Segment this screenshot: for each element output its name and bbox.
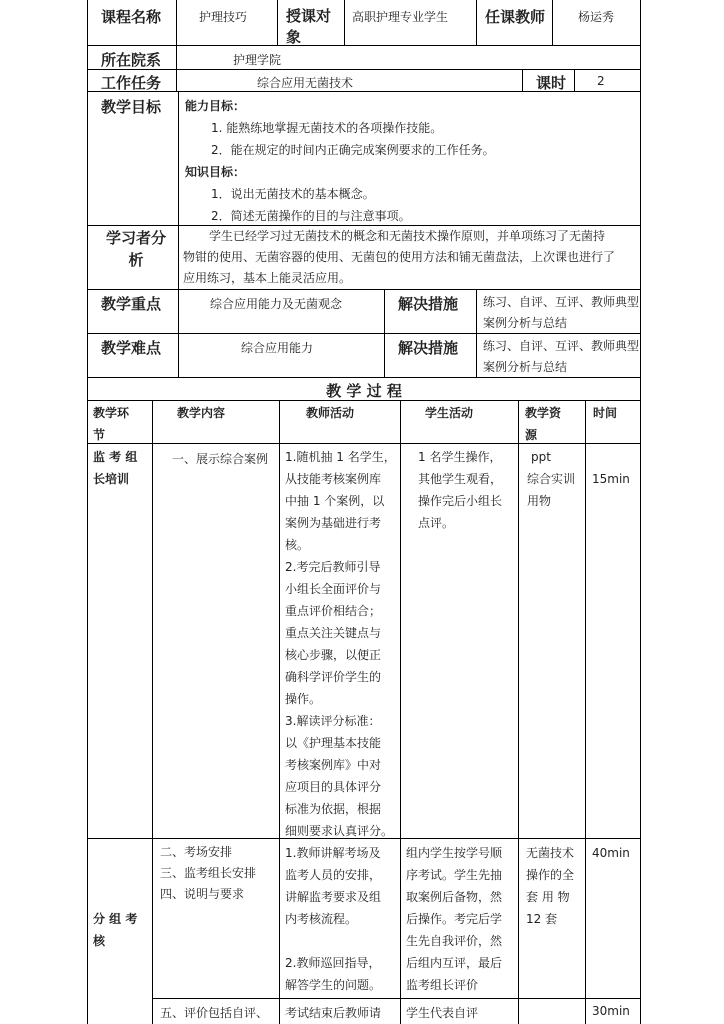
task-label: 工作任务 <box>101 74 162 92</box>
row1-teacher-line: 细则要求认真评分。 <box>285 824 394 838</box>
row2-teacher-line: 监考人员的安排， <box>285 868 382 882</box>
hours-label: 课时 <box>536 74 567 92</box>
row1-teacher-line: 以《护理基本技能 <box>285 736 382 750</box>
row2-student-line: 生先自我评价，然 <box>406 934 503 948</box>
row1-student-line: 操作完后小组长 <box>418 494 503 508</box>
row2-teacher-line: 内考核流程。 <box>285 912 358 926</box>
row1-stage-line: 长培训 <box>93 472 130 486</box>
col-resource <box>525 402 561 446</box>
learner-label <box>97 227 175 271</box>
row1-teacher-line: 确科学评价学生的 <box>285 670 382 684</box>
process-title: 教 学 过 程 <box>326 382 402 400</box>
task-value: 综合应用无菌技术 <box>257 76 354 90</box>
hours-value: 2 <box>597 74 605 88</box>
border-right <box>640 0 641 1024</box>
row1-teacher-line: 2.考完后教师引导 <box>285 560 381 574</box>
row1-teacher-line: 操作。 <box>285 692 322 706</box>
vline <box>178 91 179 377</box>
row2-time: 40min <box>592 846 630 860</box>
row2-teacher-line: 讲解监考要求及组 <box>285 890 382 904</box>
difficulty-measure <box>483 336 639 378</box>
row1-student-line: 其他学生观看， <box>418 472 503 486</box>
row1-teacher-line: 中抽 1 个案例，以 <box>285 494 385 508</box>
row1-teacher-line: 从技能考核案例库 <box>285 472 382 486</box>
knowledge-item: 1．说出无菌技术的基本概念。 <box>211 187 375 201</box>
teacher-value: 杨运秀 <box>578 10 615 24</box>
col-teacher: 教师活动 <box>306 406 355 420</box>
vline <box>476 0 477 45</box>
knowledge-title: 知识目标： <box>185 165 246 179</box>
col-stage-line: 节 <box>93 428 106 442</box>
vline <box>344 0 345 45</box>
row1-teacher-line: 考核案例库》中对 <box>285 758 382 772</box>
row1-teacher-line: 1.随机抽 1 名学生， <box>285 450 396 464</box>
row2-student-line: 取案例后备物，然 <box>406 890 503 904</box>
vline <box>384 289 385 377</box>
row1-teacher-line: 标准为依据，根据 <box>285 802 382 816</box>
key-value: 综合应用能力及无菌观念 <box>210 297 343 311</box>
learner-text <box>183 226 638 289</box>
row2-resource <box>526 842 584 930</box>
row2-content <box>160 842 256 905</box>
vline <box>518 400 519 1024</box>
vline <box>552 0 553 45</box>
goals-content <box>185 95 635 227</box>
row2-resource-line: 套 用 物 <box>526 890 570 904</box>
row2-teacher <box>285 842 400 996</box>
vline <box>152 400 153 1024</box>
learner-label-line: 析 <box>128 251 144 269</box>
difficulty-measure-line: 练习、自评、互评、教师典型 <box>483 339 640 353</box>
row3-time: 30min <box>592 1004 630 1018</box>
hline <box>87 289 641 290</box>
row2-resource-line: 12 套 <box>526 912 558 926</box>
hline <box>87 45 641 46</box>
vline <box>279 400 280 1024</box>
col-student: 学生活动 <box>425 406 474 420</box>
vline <box>400 400 401 1024</box>
key-label: 教学重点 <box>101 295 162 313</box>
row2-student-line: 后组内互评，最后 <box>406 956 503 970</box>
row1-teacher <box>285 446 400 842</box>
audience-label: 授课对象 <box>286 7 332 46</box>
vline <box>277 0 278 45</box>
row3-content: 五、评价包括自评、 <box>160 1006 269 1020</box>
row2-content-line: 二、考场安排 <box>160 845 233 859</box>
col-resource-line: 教学资 <box>525 406 562 420</box>
row2-student-line: 组内学生按学号顺 <box>406 846 503 860</box>
row2-teacher-line: 1.教师讲解考场及 <box>285 846 381 860</box>
row2-stage <box>93 908 137 952</box>
row1-teacher-line: 应项目的具体评分 <box>285 780 382 794</box>
border-left <box>87 0 88 1024</box>
row1-resource-line: 用物 <box>527 494 552 508</box>
row1-resource-line: ppt <box>531 450 551 464</box>
vline <box>476 289 477 377</box>
hline <box>87 69 641 70</box>
vline <box>522 69 523 91</box>
dept-label: 所在院系 <box>101 51 162 69</box>
learner-line: 学生已经学习过无菌技术的概念和无菌技术操作原则，并单项练习了无菌持 <box>209 229 606 243</box>
col-time: 时间 <box>593 406 618 420</box>
ability-item: 2．能在规定的时间内正确完成案例要求的工作任务。 <box>211 143 495 157</box>
col-content: 教学内容 <box>177 406 226 420</box>
row2-resource-line: 无菌技术 <box>526 846 575 860</box>
row2-content-line: 三、监考组长安排 <box>160 866 257 880</box>
knowledge-item: 2．简述无菌操作的目的与注意事项。 <box>211 209 411 223</box>
ability-title: 能力目标： <box>185 99 246 113</box>
course-value: 护理技巧 <box>199 10 248 24</box>
row2-content-line: 四、说明与要求 <box>160 887 245 901</box>
goals-label: 教学目标 <box>101 98 162 116</box>
teacher-label: 任课教师 <box>485 8 546 26</box>
row2-resource-line: 操作的全 <box>526 868 575 882</box>
row2-student-line: 监考组长评价 <box>406 978 479 992</box>
row1-time: 15min <box>592 472 630 486</box>
row2-student-line: 后操作。考完后学 <box>406 912 503 926</box>
row1-resource-line: 综合实训 <box>527 472 576 486</box>
row1-stage-line: 监 考 组 <box>93 450 138 464</box>
key-measure-line: 案例分析与总结 <box>483 316 568 330</box>
row1-teacher-line: 核。 <box>285 538 310 552</box>
learner-label-line: 学习者分 <box>105 229 166 247</box>
col-resource-line: 源 <box>525 428 538 442</box>
row2-student <box>406 842 518 996</box>
col-stage <box>93 402 129 446</box>
row1-stage <box>93 446 137 490</box>
dept-value: 护理学院 <box>233 53 282 67</box>
row1-teacher-line: 核心步骤，以便正 <box>285 648 382 662</box>
row2-teacher-line: 2.教师巡回指导， <box>285 956 381 970</box>
ability-item: 1. 能熟练地掌握无菌技术的各项操作技能。 <box>211 121 443 135</box>
key-measure-line: 练习、自评、互评、教师典型 <box>483 295 640 309</box>
row3-teacher: 考试结束后教师请 <box>285 1006 382 1020</box>
row1-student-line: 1 名学生操作， <box>418 450 502 464</box>
difficulty-label: 教学难点 <box>101 339 162 357</box>
course-label: 课程名称 <box>101 8 162 26</box>
row1-teacher-line: 重点评价相结合； <box>285 604 382 618</box>
row2-student-line: 序考试。学生先抽 <box>406 868 503 882</box>
difficulty-value: 综合应用能力 <box>241 341 314 355</box>
row1-resource <box>527 446 585 512</box>
learner-line: 物钳的使用、无菌容器的使用、无菌包的使用方法和铺无菌盘法，上次课也进行了 <box>183 250 616 264</box>
row2-teacher-line: 解答学生的问题。 <box>285 978 382 992</box>
row1-teacher-line: 小组长全面评价与 <box>285 582 382 596</box>
audience-value: 高职护理专业学生 <box>352 10 449 24</box>
difficulty-measure-label: 解决措施 <box>398 339 459 357</box>
vline <box>574 69 575 91</box>
col-stage-line: 教学环 <box>93 406 130 420</box>
difficulty-measure-line: 案例分析与总结 <box>483 360 568 374</box>
key-measure <box>483 292 639 334</box>
row3-student: 学生代表自评 <box>406 1006 479 1020</box>
row1-student-line: 点评。 <box>418 516 455 530</box>
key-measure-label: 解决措施 <box>398 295 459 313</box>
hline <box>152 998 641 999</box>
row1-teacher-line: 案例为基础进行考 <box>285 516 382 530</box>
row1-student <box>418 446 516 534</box>
row2-stage-line: 核 <box>93 934 106 948</box>
vline <box>176 0 177 91</box>
row1-content: 一、展示综合案例 <box>172 452 269 466</box>
learner-line: 应用练习，基本上能灵活应用。 <box>183 271 352 285</box>
row1-teacher-line: 重点关注关键点与 <box>285 626 382 640</box>
row1-teacher-line: 3.解读评分标准： <box>285 714 381 728</box>
row2-stage-line: 分 组 考 <box>93 912 138 926</box>
vline <box>585 400 586 1024</box>
